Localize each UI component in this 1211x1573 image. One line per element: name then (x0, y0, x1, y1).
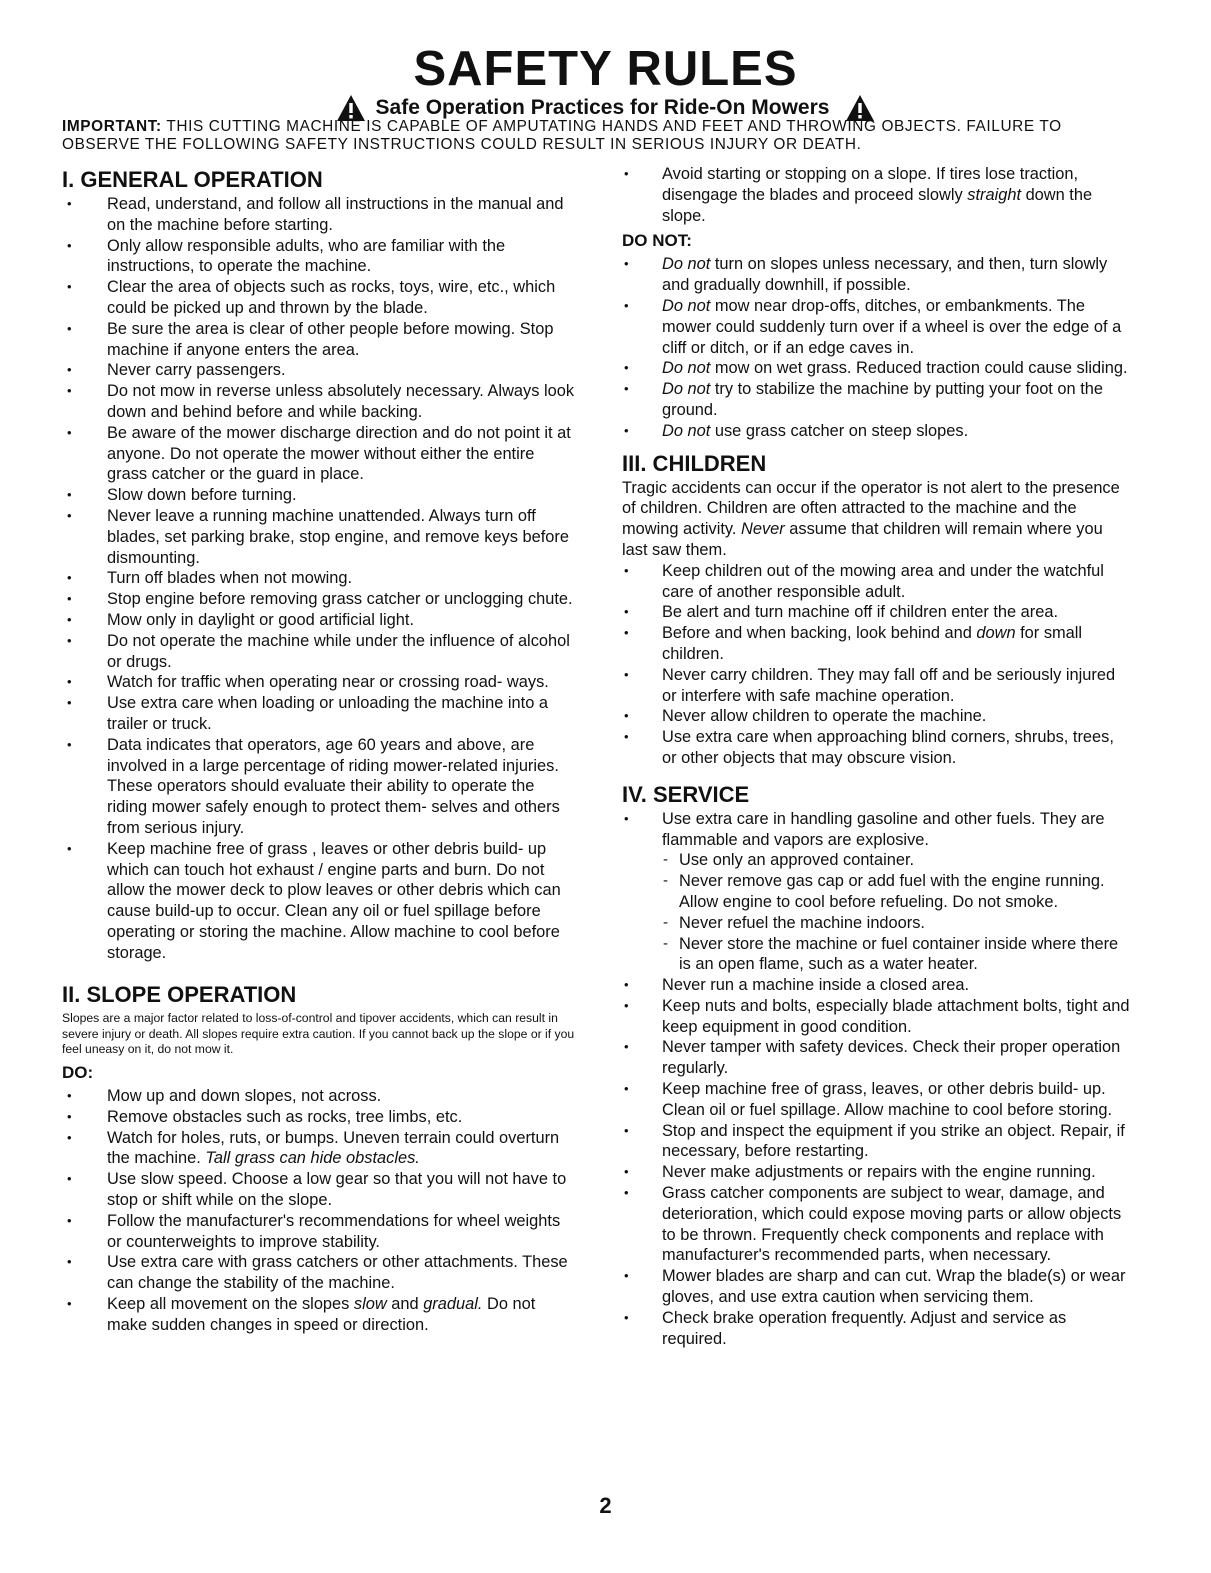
list-item: • Avoid starting or stopping on a slope. If tires lose traction, disengage the blades and proceed slowly straight down the slope. (622, 164, 1130, 226)
list-item: • Use extra care with grass catchers or other attachments. These can change the stability of the machine. (62, 1252, 576, 1294)
important-notice (62, 118, 1142, 154)
list-item: • Never carry passengers. (62, 360, 576, 381)
children-intro: Tragic accidents can occur if the operator is not alert to the presence of children. Children are often attracted to the machine and the mowing activity. Never assume that children will remain where you last saw them. (622, 478, 1120, 559)
list-item: • Do not mow on wet grass. Reduced traction could cause sliding. (622, 358, 1130, 379)
list-item: • Never run a machine inside a closed area. (622, 975, 1130, 996)
list-item: • Do not mow near drop-offs, ditches, or embankments. The mower could suddenly turn over if a wheel is over the edge of a cliff or ditch, or if an edge caves in. (622, 296, 1130, 358)
page-subtitle: Safe Operation Practices for Ride-On Mowers (375, 96, 830, 119)
list-item: • Data indicates that operators, age 60 years and above, are involved in a large percentage of riding mower-related injuries. These operators should evaluate their ability to operate the riding mower safely enough to protect them- selves and others from serious injury. (62, 735, 576, 839)
list-item: • Be alert and turn machine off if children enter the area. (622, 602, 1130, 623)
list-item: • Keep machine free of grass, leaves, or other debris build- up. Clean oil or fuel spillage. Allow machine to cool before storing. (622, 1079, 1130, 1121)
do-list-continued (622, 164, 1130, 226)
service-list (622, 809, 1130, 851)
list-item: • Stop engine before removing grass catcher or unclogging chute. (62, 589, 576, 610)
left-column (62, 164, 576, 1336)
list-item: • Use slow speed. Choose a low gear so that you will not have to stop or shift while on the slope. (62, 1169, 576, 1211)
children-list (622, 561, 1130, 769)
list-item: • Do not use grass catcher on steep slopes. (622, 421, 1130, 442)
list-item: • Do not try to stabilize the machine by putting your foot on the ground. (622, 379, 1130, 421)
sub-list-item: - Never store the machine or fuel container inside where there is an open flame, such as a water heater. (662, 934, 1130, 976)
sub-list-item: - Never remove gas cap or add fuel with the engine running. Allow engine to cool before refueling. Do not smoke. (662, 871, 1130, 913)
list-item: • Grass catcher components are subject to wear, damage, and deterioration, which could expose moving parts or allow objects to be thrown. Frequently check components and replace with manufacturer's recommended parts, when necessary. (622, 1183, 1130, 1266)
page-header (0, 44, 1211, 122)
do-not-list (622, 254, 1130, 441)
list-item: • Use extra care in handling gasoline and other fuels. They are flammable and vapors are explosive. (622, 809, 1130, 851)
list-item: • Follow the manufacturer's recommendations for wheel weights or counterweights to improve stability. (62, 1211, 576, 1253)
service-list-continued (622, 975, 1130, 1349)
sub-list-item: - Never refuel the machine indoors. (662, 913, 1130, 934)
do-list (62, 1086, 576, 1336)
sub-list-item: - Use only an approved container. (662, 850, 1130, 871)
right-column (622, 164, 1130, 1349)
list-item: • Before and when backing, look behind and down for small children. (622, 623, 1130, 665)
important-label: IMPORTANT: (62, 118, 162, 135)
fuel-sub-list (662, 850, 1130, 975)
list-item: • Check brake operation frequently. Adjust and service as required. (622, 1308, 1130, 1350)
list-item: • Never tamper with safety devices. Check their proper operation regularly. (622, 1037, 1130, 1079)
list-item: • Clear the area of objects such as rocks, toys, wire, etc., which could be picked up and thrown by the blade. (62, 277, 576, 319)
list-item: • Watch for traffic when operating near or crossing road- ways. (62, 672, 576, 693)
general-list (62, 194, 576, 963)
list-item: • Do not operate the machine while under the influence of alcohol or drugs. (62, 631, 576, 673)
list-item: • Keep nuts and bolts, especially blade attachment bolts, tight and keep equipment in good condition. (622, 996, 1130, 1038)
list-item: • Never allow children to operate the machine. (622, 706, 1130, 727)
list-item: • Be sure the area is clear of other people before mowing. Stop machine if anyone enters the area. (62, 319, 576, 361)
list-item: • Turn off blades when not mowing. (62, 568, 576, 589)
do-label: DO: (62, 1062, 94, 1082)
list-item: • Do not mow in reverse unless absolutely necessary. Always look down and behind before and while backing. (62, 381, 576, 423)
page-number: 2 (599, 1493, 612, 1518)
list-item: • Do not turn on slopes unless necessary, and then, turn slowly and gradually downhill, if possible. (622, 254, 1130, 296)
list-item: • Stop and inspect the equipment if you strike an object. Repair, if necessary, before restarting. (622, 1121, 1130, 1163)
important-text: THIS CUTTING MACHINE IS CAPABLE OF AMPUTATING HANDS AND FEET AND THROWING OBJECTS. FAILURE TO OBSERVE THE FOLLOWING SAFETY INSTRUCTIONS COULD RESULT IN SERIOUS INJURY OR DEATH. (62, 118, 1062, 153)
list-item: • Keep machine free of grass , leaves or other debris build- up which can touch hot exhaust / engine parts and burn. Do not allow the mower deck to plow leaves or other debris which can cause build-up to occur. Clean any oil or fuel spillage before operating or storing the machine. Allow machine to cool before storage. (62, 839, 576, 964)
list-item: • Only allow responsible adults, who are familiar with the instructions, to operate the machine. (62, 236, 576, 278)
section-heading-children: III. CHILDREN (622, 450, 767, 476)
list-item: • Be aware of the mower discharge direction and do not point it at anyone. Do not operate the mower without either the entire grass catcher or the guard in place. (62, 423, 576, 485)
section-heading-slope: II. SLOPE OPERATION (62, 982, 297, 1008)
list-item: • Never carry children. They may fall off and be seriously injured or interfere with safe machine operation. (622, 665, 1130, 707)
do-not-label: DO NOT: (622, 231, 692, 251)
list-item: • Slow down before turning. (62, 485, 576, 506)
section-heading-general: I. GENERAL OPERATION (62, 167, 323, 192)
list-item: • Keep all movement on the slopes slow and gradual. Do not make sudden changes in speed or direction. (62, 1294, 576, 1336)
list-item: • Never make adjustments or repairs with the engine running. (622, 1162, 1130, 1183)
list-item: • Mower blades are sharp and can cut. Wrap the blade(s) or wear gloves, and use extra caution when servicing them. (622, 1266, 1130, 1308)
section-heading-service: IV. SERVICE (622, 781, 750, 807)
list-item: • Keep children out of the mowing area and under the watchful care of another responsible adult. (622, 561, 1130, 603)
slope-intro: Slopes are a major factor related to loss-of-control and tipover accidents, which can result in severe injury or death. All slopes require extra caution. If you cannot back up the slope or if you feel uneasy on it, do not mow it. (62, 1011, 575, 1057)
list-item: • Watch for holes, ruts, or bumps. Uneven terrain could overturn the machine. Tall grass can hide obstacles. (62, 1128, 576, 1170)
list-item: • Use extra care when approaching blind corners, shrubs, trees, or other objects that may obscure vision. (622, 727, 1130, 769)
list-item: • Mow only in daylight or good artificial light. (62, 610, 576, 631)
list-item: • Read, understand, and follow all instructions in the manual and on the machine before starting. (62, 194, 576, 236)
list-item: • Mow up and down slopes, not across. (62, 1086, 576, 1107)
list-item: • Remove obstacles such as rocks, tree limbs, etc. (62, 1107, 576, 1128)
list-item: • Use extra care when loading or unloading the machine into a trailer or truck. (62, 693, 576, 735)
list-item: • Never leave a running machine unattended. Always turn off blades, set parking brake, stop engine, and remove keys before dismounting. (62, 506, 576, 568)
page-title: SAFETY RULES (413, 42, 798, 96)
